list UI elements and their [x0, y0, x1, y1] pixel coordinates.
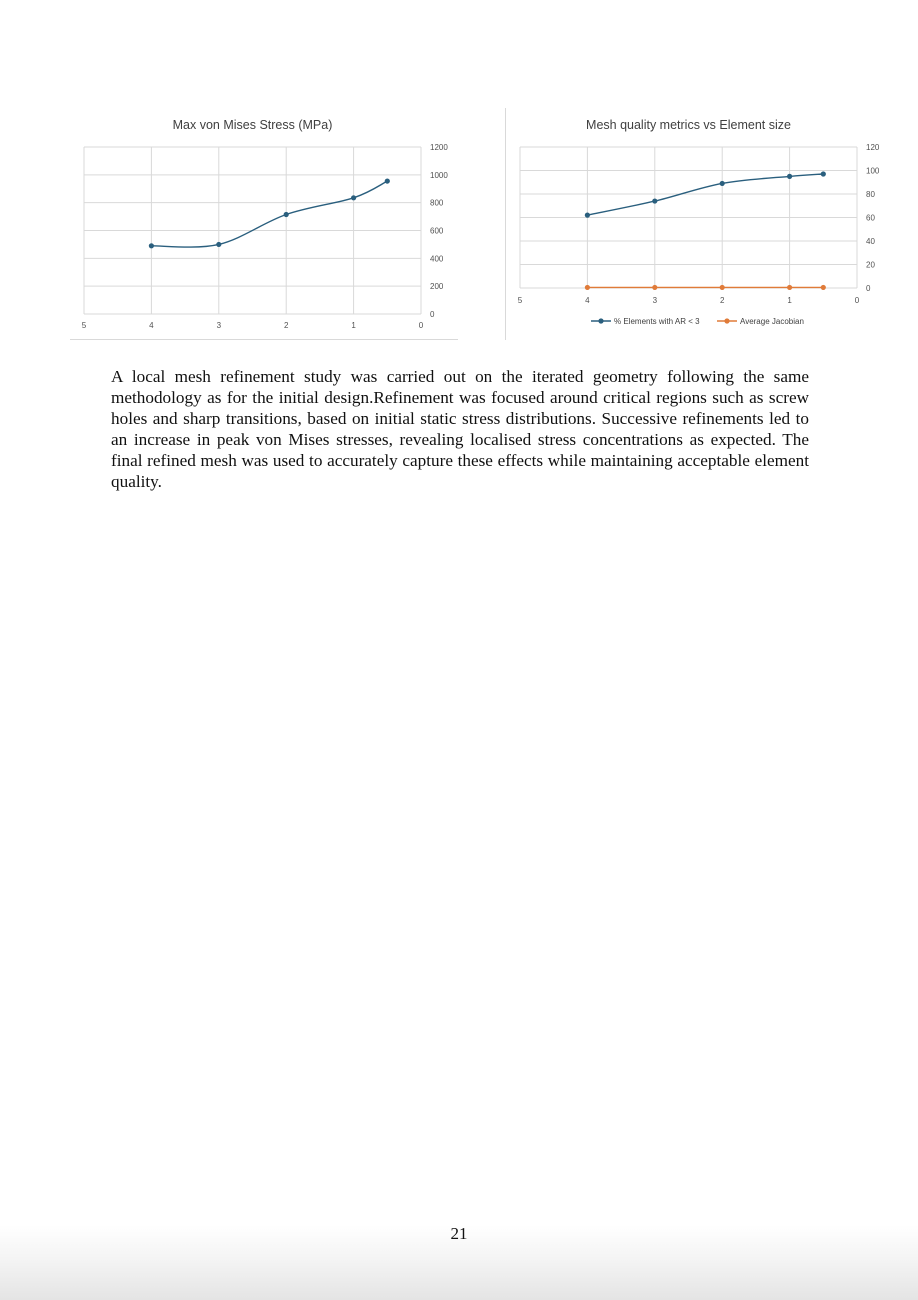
legend-marker: [724, 318, 729, 323]
x-tick-label: 2: [283, 321, 289, 330]
chart-divider-horizontal: [70, 339, 458, 340]
x-tick-label: 4: [149, 321, 154, 330]
x-tick-label: 3: [216, 321, 222, 330]
y-tick-label: 0: [866, 284, 871, 293]
chart-divider-vertical: [505, 108, 506, 340]
chart-title: Max von Mises Stress (MPa): [172, 118, 333, 132]
mesh-quality-chart: [0, 0, 918, 345]
data-point: [787, 174, 792, 179]
data-point: [787, 285, 792, 290]
y-tick-label: 20: [866, 260, 875, 270]
y-tick-label: 1000: [430, 170, 448, 180]
data-point: [652, 198, 657, 203]
y-tick-label: 1200: [430, 143, 448, 152]
x-tick-label: 4: [585, 296, 590, 305]
y-tick-label: 600: [430, 226, 444, 236]
data-point: [720, 285, 725, 290]
data-point: [720, 181, 725, 186]
x-tick-label: 5: [517, 296, 523, 305]
series-line: [587, 174, 823, 215]
legend-label: % Elements with AR < 3: [614, 317, 700, 326]
x-tick-label: 3: [652, 296, 658, 305]
x-tick-label: 0: [418, 321, 424, 330]
data-point: [585, 213, 590, 218]
x-tick-label: 2: [719, 296, 725, 305]
x-tick-label: 1: [787, 296, 792, 305]
data-point: [652, 285, 657, 290]
x-tick-label: 1: [351, 321, 356, 330]
y-tick-label: 800: [430, 198, 444, 208]
data-point: [585, 285, 590, 290]
legend-label: Average Jacobian: [740, 317, 804, 326]
data-point: [821, 171, 826, 176]
y-tick-label: 100: [866, 166, 880, 176]
y-tick-label: 60: [866, 213, 875, 223]
y-tick-label: 0: [430, 310, 435, 319]
y-tick-label: 400: [430, 254, 444, 264]
body-paragraph: A local mesh refinement study was carried out on the iterated geometry following the same methodology as for the initial design.Refinement was focused around critical regions such as screw holes and sharp transitions, based on initial static stress distributions. Successive refinements led to an increase in peak von Mises stresses, revealing localised stress concentrations as expected. The final refined mesh was used to accurately capture these effects while maintaining acceptable element quality.: [111, 367, 809, 491]
y-tick-label: 120: [866, 143, 880, 152]
x-tick-label: 0: [854, 296, 860, 305]
y-tick-label: 200: [430, 282, 444, 292]
legend-marker: [598, 318, 603, 323]
data-point: [821, 285, 826, 290]
y-tick-label: 40: [866, 237, 875, 246]
x-tick-label: 5: [81, 321, 87, 330]
page-number: 21: [450, 1224, 468, 1243]
chart-title: Mesh quality metrics vs Element size: [586, 118, 791, 132]
y-tick-label: 80: [866, 190, 875, 199]
